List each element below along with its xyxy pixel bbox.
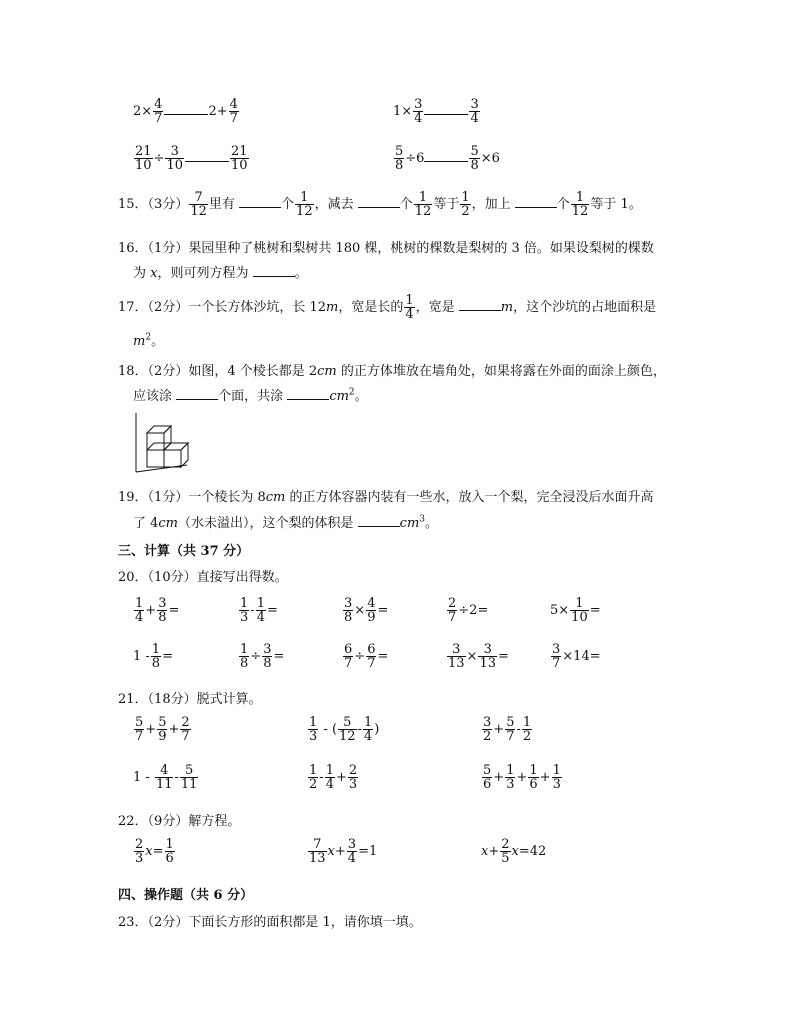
answer-blank[interactable] [164, 104, 208, 115]
fraction: $\frac{3}{8}$ [263, 642, 272, 671]
q20-item: $\frac{3}{8}$ × $\frac{4}{9}$ = [344, 596, 389, 625]
q20-item: 1 - $\frac{1}{8}$ = [133, 642, 173, 671]
cube-stack-figure [133, 410, 195, 476]
section-4-heading: 四、操作题（共 6 分） [118, 888, 254, 903]
compare-row2-left: $\frac{21}{10}$ ÷ $\frac{3}{10}$ $\frac{21}{10}$ [135, 144, 248, 173]
compare-row1-right: 1× $\frac{3}{4}$ $\frac{3}{4}$ [393, 97, 479, 126]
fraction: $\frac{7}{12}$ [190, 190, 207, 219]
fraction: $\frac{1}{12}$ [571, 190, 589, 219]
question-19-line2: 了 4cm（水未溢出），这个梨的体积是 $cm^3$。 [133, 514, 439, 531]
q21-expr-5: $\frac{1}{2}$ - $\frac{1}{4}$ + $\frac{2}{3}$ [309, 763, 358, 792]
question-16-line1: 16．（1分）果园里种了桃树和梨树共 180 棵，桃树的棵数是梨树的 3 倍。如果设梨树的棵数 [118, 241, 654, 256]
floor-line [136, 465, 187, 472]
fraction: $\frac{1}{8}$ [151, 642, 161, 671]
fraction: $\frac{3}{10}$ [166, 144, 183, 173]
q21-expr-2: $\frac{1}{3}$ - ( $\frac{5}{12}$ - $\frac{1}{4}$ ) [309, 715, 380, 744]
fraction: $\frac{3}{8}$ [158, 596, 167, 625]
fraction: $\frac{6}{7}$ [367, 642, 376, 671]
q20-item: $\frac{3}{7}$ ×14= [552, 642, 601, 671]
q20-item: 5× $\frac{1}{10}$ = [550, 596, 601, 625]
answer-blank[interactable] [424, 151, 468, 162]
compare-row1-left: 2× $\frac{4}{7}$ 2+ $\frac{4}{7}$ [133, 97, 238, 126]
fraction: $\frac{21}{10}$ [231, 144, 248, 173]
answer-blank[interactable] [287, 389, 329, 400]
question-22-title: 22．（9分）解方程。 [118, 814, 241, 829]
fraction: $\frac{1}{12}$ [414, 190, 432, 219]
q20-item: $\frac{3}{13}$ × $\frac{3}{13}$ = [448, 642, 509, 671]
fraction: $\frac{3}{4}$ [470, 97, 479, 126]
question-17-line2: $m^2$。 [133, 332, 165, 349]
fraction: $\frac{3}{8}$ [344, 596, 353, 625]
fraction: $\frac{3}{4}$ [414, 97, 423, 126]
answer-blank[interactable] [185, 151, 229, 162]
q21-expr-4: 1 - $\frac{4}{11}$ - $\frac{5}{11}$ [133, 763, 198, 792]
fraction: $\frac{1}{4}$ [135, 596, 144, 625]
question-17-line1: 17．（2分）一个长方体沙坑，长 12m，宽是长的 $\frac{1}{4}$ ，宽是 m，这个沙坑的占地面积是 [118, 293, 657, 322]
question-23: 23．（2分）下面长方形的面积都是 1，请你填一填。 [118, 915, 422, 930]
question-19-line1: 19．（1分）一个棱长为 8cm 的正方体容器内装有一些水，放入一个梨，完全浸没后水面升高 [118, 490, 654, 505]
fraction: $\frac{4}{7}$ [154, 97, 163, 126]
fraction: $\frac{2}{7}$ [448, 596, 457, 625]
fraction: $\frac{4}{9}$ [367, 596, 376, 625]
fraction: $\frac{1}{10}$ [571, 596, 588, 625]
fraction: $\frac{5}{8}$ [395, 144, 404, 173]
fraction: $\frac{4}{7}$ [229, 97, 238, 126]
q22-equation-3: x+ $\frac{2}{5}$ x=42 [481, 837, 547, 866]
fraction: $\frac{3}{7}$ [552, 642, 561, 671]
q21-expr-1: $\frac{5}{7}$ + $\frac{5}{9}$ + $\frac{2}{7}$ [135, 715, 190, 744]
fraction: $\frac{3}{13}$ [448, 642, 465, 671]
fraction: $\frac{1}{8}$ [240, 642, 249, 671]
fraction: $\frac{1}{3}$ [240, 596, 249, 625]
fraction: $\frac{1}{4}$ [405, 293, 414, 322]
answer-blank[interactable] [358, 197, 400, 208]
question-16-line2: 为 x，则可列方程为 。 [133, 266, 308, 281]
fraction: $\frac{21}{10}$ [135, 144, 152, 173]
q20-item: $\frac{1}{8}$ ÷ $\frac{3}{8}$ = [240, 642, 285, 671]
q22-equation-1: $\frac{2}{3}$ x= $\frac{1}{6}$ [135, 837, 174, 866]
q21-expr-3: $\frac{3}{2}$ + $\frac{5}{7}$ - $\frac{1}{2}$ [483, 715, 532, 744]
compare-row2-right: $\frac{5}{8}$ ÷6 $\frac{5}{8}$ ×6 [395, 144, 500, 173]
answer-blank[interactable] [358, 516, 400, 527]
question-18-line2: 应该涂 个面，共涂 $cm^2$。 [133, 387, 368, 404]
fraction: $\frac{5}{8}$ [470, 144, 479, 173]
question-20-title: 20．（10分）直接写出得数。 [118, 570, 288, 585]
answer-blank[interactable] [515, 197, 557, 208]
answer-blank[interactable] [239, 197, 281, 208]
fraction: $\frac{6}{7}$ [344, 642, 353, 671]
q22-equation-2: $\frac{7}{13}$ x+ $\frac{3}{4}$ =1 [309, 837, 378, 866]
question-18-line1: 18．（2分）如图，4 个棱长都是 2cm 的正方体堆放在墙角处，如果将露在外面的面涂上颜色， [118, 364, 666, 379]
fraction: $\frac{1}{4}$ [256, 596, 265, 625]
q20-item: $\frac{6}{7}$ ÷ $\frac{6}{7}$ = [344, 642, 389, 671]
question-21-title: 21．（18分）脱式计算。 [118, 692, 262, 707]
q21-expr-6: $\frac{5}{6}$ + $\frac{1}{3}$ + $\frac{1}{6}$ + $\frac{1}{3}$ [483, 763, 561, 792]
answer-blank[interactable] [253, 266, 295, 277]
answer-blank[interactable] [176, 389, 218, 400]
fraction: $\frac{3}{13}$ [479, 642, 496, 671]
answer-blank[interactable] [459, 300, 501, 311]
question-15: 15．（3分） $\frac{7}{12}$ 里有 个 $\frac{1}{12}$ ，减去 个 $\frac{1}{12}$ 等于 $\frac{1}{2}$ ，加上 个 $\frac{1}{12}$ 等于 1。 [118, 190, 642, 219]
q20-item: $\frac{2}{7}$ ÷2= [448, 596, 489, 625]
fraction: $\frac{1}{12}$ [296, 190, 313, 219]
q20-item: $\frac{1}{4}$ + $\frac{3}{8}$ = [135, 596, 180, 625]
q20-item: $\frac{1}{3}$ - $\frac{1}{4}$ = [240, 596, 278, 625]
fraction: $\frac{1}{2}$ [461, 190, 470, 219]
answer-blank[interactable] [424, 104, 468, 115]
section-3-heading: 三、计算（共 37 分） [118, 544, 250, 559]
